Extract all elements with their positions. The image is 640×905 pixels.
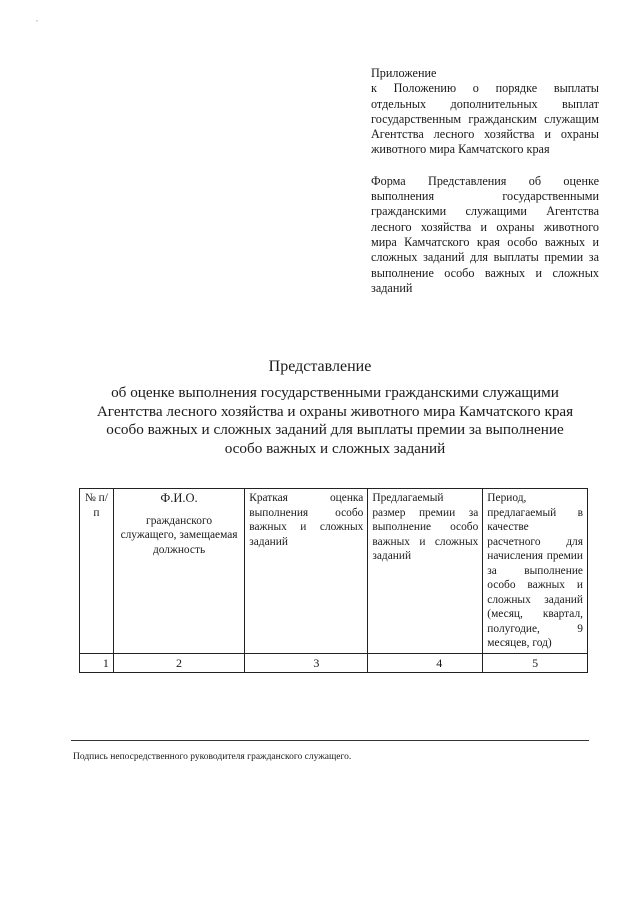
assessment-table [79,488,588,673]
document-title: Представление [268,358,372,375]
header-assessment: Краткая оценка выполнения особо важных и сложных заданий [245,489,368,654]
column-number-4: 4 [368,653,483,673]
table-row-numbers [80,653,588,673]
header-fio [113,489,244,654]
header-fio-desc: гражданского служащего, замещаемая должность [120,514,238,556]
table-header-row [80,489,588,654]
header-number: № п/п [80,489,114,654]
annex-heading: Приложение [371,66,437,80]
annex-block [371,66,599,296]
annex-text: к Положению о порядке выплаты отдельных дополнительных выплат государственным гражданским служащим Агентства лесного хозяйства и охраны животного мира Камчатского края [371,81,599,157]
header-bonus-size: Предлагаемый размер премии за выполнение особо важных и сложных заданий [368,489,483,654]
signature-line [71,740,589,741]
scan-speck: , [36,14,38,23]
column-number-2: 2 [113,653,244,673]
column-number-5: 5 [483,653,588,673]
form-note: Форма Представления об оценке выполнения государственными гражданскими служащими Агентства лесного хозяйства и охраны животного мира Камчатского края особо важных и сложных заданий для выплаты премии за выполнение особо важных и сложных заданий [371,173,599,295]
column-number-3: 3 [245,653,368,673]
signature-caption: Подпись непосредственного руководителя гражданского служащего. [73,752,352,762]
header-fio-name: Ф.И.О. [160,491,198,505]
column-number-1: 1 [80,653,114,673]
document-subtitle: об оценке выполнения государственными гражданскими служащими Агентства лесного хозяйства и охраны животного мира Камчатского края особо важных и сложных заданий для выплаты премии за выполнение особо важных и сложных заданий [96,384,574,457]
header-period: Период, предлагаемый в качестве расчетного для начисления премии за выполнение особо важных и сложных заданий (месяц, квартал, полугодие, 9 месяцев, год) [483,489,588,654]
